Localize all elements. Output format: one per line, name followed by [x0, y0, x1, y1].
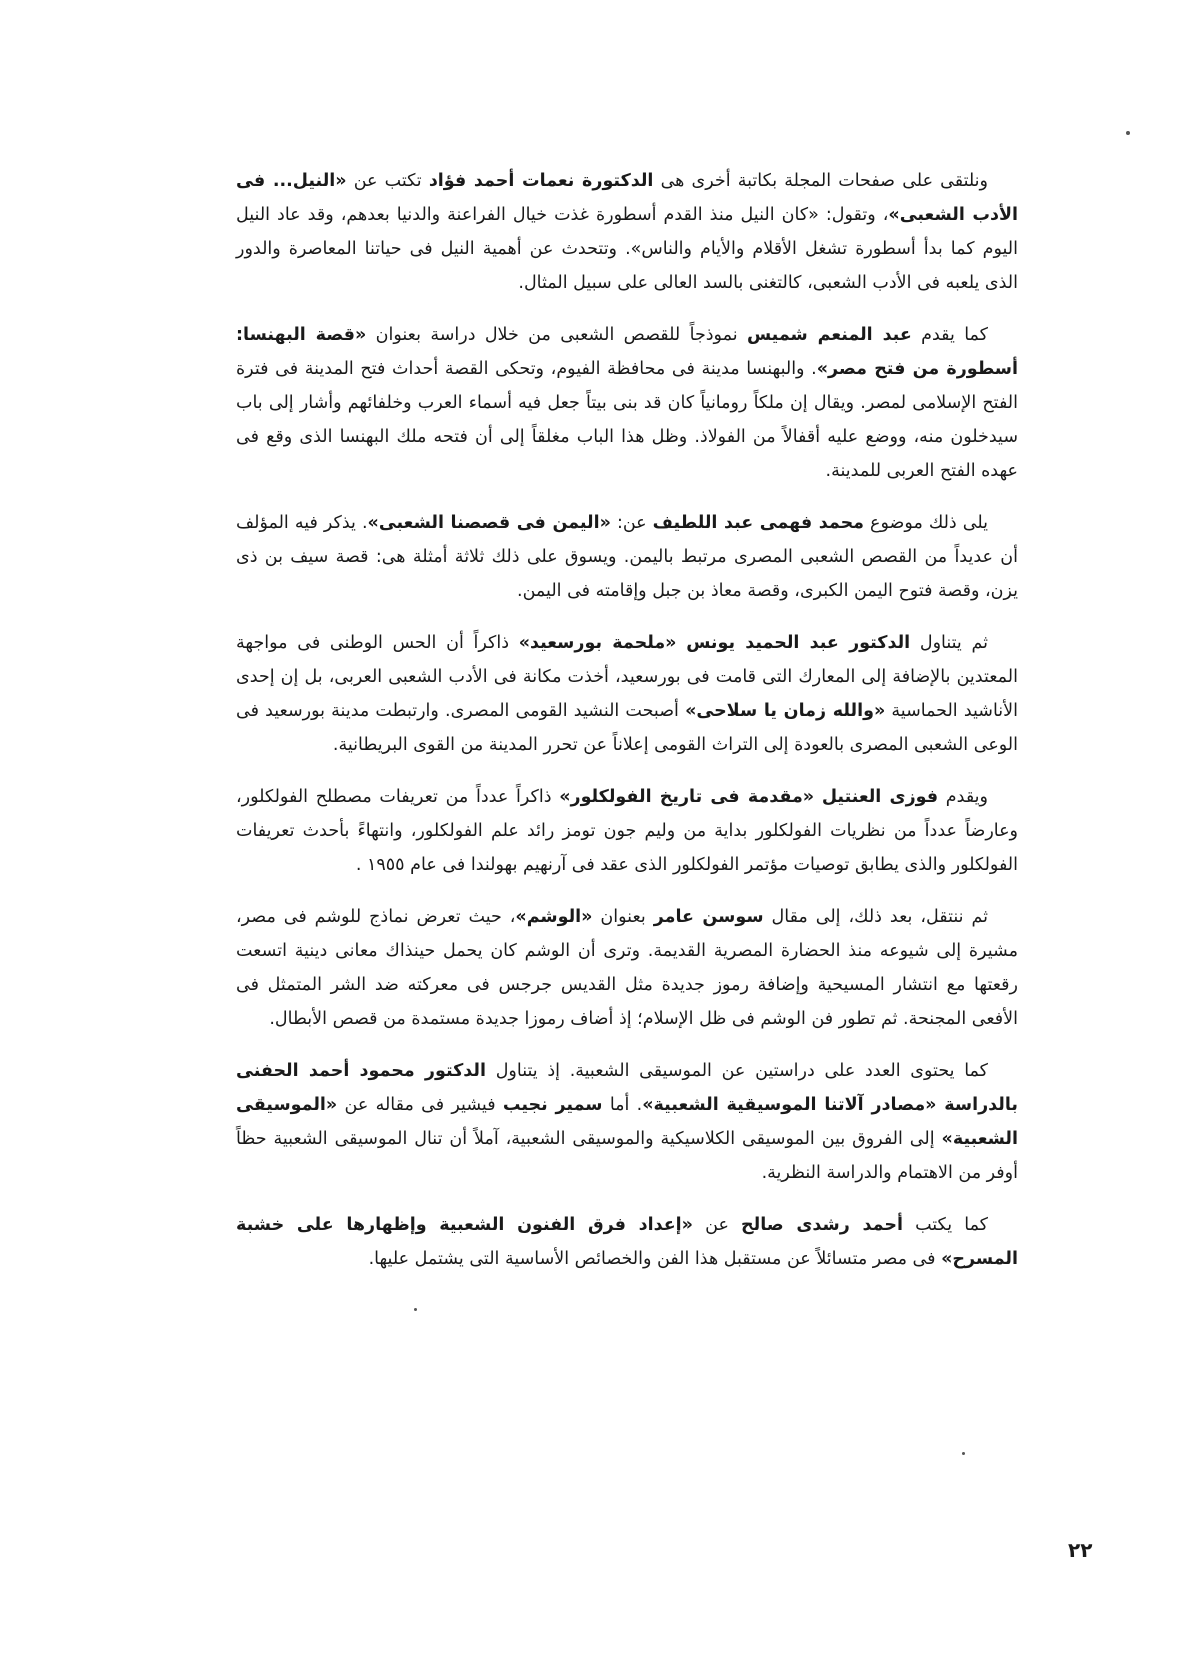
bold-text: أحمد رشدى صالح — [741, 1215, 903, 1235]
paragraph — [236, 780, 1018, 882]
text-run: كما يحتوى العدد على دراستين عن الموسيقى الشعبية. إذ يتناول — [485, 1061, 988, 1081]
paragraph — [236, 1208, 1018, 1276]
text-run: ذاكراً أن الحس الوطنى فى مواجهة المعتدين بالإضافة إلى المعارك التى قامت فى بورسعيد، أخذت مكانة فى الأدب الشعبى العربى، بل إن إحدى الأناشيد الحماسية — [236, 633, 1018, 721]
paragraph — [236, 164, 1018, 300]
text-run — [676, 633, 686, 653]
paragraph — [236, 900, 1018, 1036]
bold-text: الدكتور عبد الحميد يونس — [686, 633, 911, 653]
text-run: ذاكراً عدداً من تعريفات مصطلح الفولكلور، وعارضاً عدداً من نظريات الفولكلور بداية من وليم جون تومز رائد علم الفولكلور، وانتهاءً بأحدث تعريفات الفولكلور والذى يطابق توصيات مؤتمر الفولكلور الذى عقد فى آرنهيم بهولندا فى عام ١٩٥٥ . — [236, 787, 1018, 875]
page-number: ٢٢ — [1068, 1538, 1093, 1562]
bold-text: الدكتور محمود أحمد الحفنى — [236, 1061, 486, 1081]
text-run: ونلتقى على صفحات المجلة بكاتبة أخرى هى — [653, 171, 989, 191]
scan-speck — [414, 1308, 417, 1311]
scan-speck — [962, 1452, 965, 1455]
paragraph — [236, 506, 1018, 608]
text-run: تكتب عن — [346, 171, 429, 191]
bold-text: «النيل... فى الأدب الشعبى» — [236, 171, 1018, 225]
bold-text: «الوشم» — [515, 907, 593, 927]
bold-text: «اليمن فى قصصنا الشعبى» — [367, 513, 611, 533]
text-run — [814, 787, 822, 807]
bold-text: «ملحمة بورسعيد» — [518, 633, 677, 653]
paragraph — [236, 1054, 1018, 1190]
bold-text: «مقدمة فى تاريخ الفولكلور» — [559, 787, 815, 807]
paragraph — [236, 626, 1018, 762]
scan-speck — [1126, 131, 1130, 135]
bold-text: الدكتورة نعمات أحمد فؤاد — [428, 171, 654, 191]
text-run: عن: — [610, 513, 653, 533]
text-run: ، وتقول: «كان النيل منذ القدم أسطورة غذت خيال الفراعنة والدنيا بعدهم، وقد عاد النيل اليوم كما بدأ أسطورة تشغل الأقلام والأيام والناس». وتتحدث عن أهمية النيل فى حياتنا المعاصرة والدور الذى يلعبه فى الأدب الشعبى، كالتغنى بالسد العالى على سبيل المثال. — [236, 205, 1018, 293]
text-run: ، حيث تعرض نماذج للوشم فى مصر، مشيرة إلى شيوعه منذ الحضارة المصرية القديمة. وترى أن الوشم كان يحمل حينذاك معانى دينية اتسعت رقعتها مع انتشار المسيحية وإضافة رموز جديدة مثل القديس جرجس فى معركته ضد الشر المتمثل فى الأفعى المجنحة. ثم تطور فن الوشم فى ظل الإسلام؛ إذ أضاف رموزا جديدة مستمدة من قصص الأبطال. — [236, 907, 1018, 1029]
text-run: . والبهنسا مدينة فى محافظة الفيوم، وتحكى القصة أحداث فتح المدينة فى فترة الفتح الإسلامى لمصر. ويقال إن ملكاً رومانياً كان قد بنى بيتاً جعل فيه أسماء العرب وخلفائهم وأشار إلى باب سيدخلون منه، ووضع عليه أقفالاً من الفولاذ. وظل هذا الباب مغلقاً إلى أن فتحه ملك البهنسا الذى وقع فى عهده الفتح العربى للمدينة. — [236, 359, 1018, 481]
text-run: . يذكر فيه المؤلف أن عديداً من القصص الشعبى المصرى مرتبط باليمن. ويسوق على ذلك ثلاثة أمثلة هى: قصة سيف بن ذى يزن، وقصة فتوح اليمن الكبرى، وقصة معاذ بن جبل وإقامته فى اليمن. — [236, 513, 1018, 601]
paragraph — [236, 318, 1018, 488]
text-run: ويقدم — [938, 787, 988, 807]
article-body — [236, 164, 1018, 1294]
bold-text: عبد المنعم شميس — [746, 325, 912, 345]
bold-text: سمير نجيب — [502, 1095, 603, 1115]
text-run: بعنوان — [592, 907, 654, 927]
bold-text: محمد فهمى عبد اللطيف — [652, 513, 865, 533]
bold-text: سوسن عامر — [653, 907, 764, 927]
text-run: نموذجاً للقصص الشعبى من خلال دراسة بعنوان — [366, 325, 747, 345]
text-run: أصبحت النشيد القومى المصرى. وارتبطت مدينة بورسعيد فى الوعى الشعبى المصرى بالعودة إلى التراث القومى إعلاناً عن تحرر المدينة من القوى البريطانية. — [236, 701, 1018, 755]
text-run: عن — [692, 1215, 742, 1235]
text-run: كما يكتب — [902, 1215, 989, 1235]
text-run: فى مصر متسائلاً عن مستقبل هذا الفن والخصائص الأساسية التى يشتمل عليها. — [368, 1249, 942, 1269]
text-run: ثم يتناول — [910, 633, 989, 653]
text-run: فيشير فى مقاله عن — [337, 1095, 503, 1115]
bold-text: بالدراسة «مصادر آلاتنا الموسيقية الشعبية» — [642, 1095, 1019, 1115]
bold-text: «قصة البهنسا: أسطورة من فتح مصر» — [236, 325, 1018, 379]
text-run: . أما — [602, 1095, 643, 1115]
bold-text: فوزى العنتيل — [821, 787, 939, 807]
text-run: ثم ننتقل، بعد ذلك، إلى مقال — [763, 907, 988, 927]
bold-text: «الموسيقى الشعبية» — [236, 1095, 1018, 1149]
text-run: إلى الفروق بين الموسيقى الكلاسيكية والموسيقى الشعبية، آملاً أن تنال الموسيقى الشعبية حظاً أوفر من الاهتمام والدراسة النظرية. — [236, 1129, 1018, 1183]
bold-text: «والله زمان يا سلاحى» — [685, 701, 886, 721]
bold-text: «إعداد فرق الفنون الشعبية وإظهارها على خشبة المسرح» — [236, 1215, 1018, 1269]
text-run: كما يقدم — [911, 325, 989, 345]
text-run: يلى ذلك موضوع — [864, 513, 988, 533]
